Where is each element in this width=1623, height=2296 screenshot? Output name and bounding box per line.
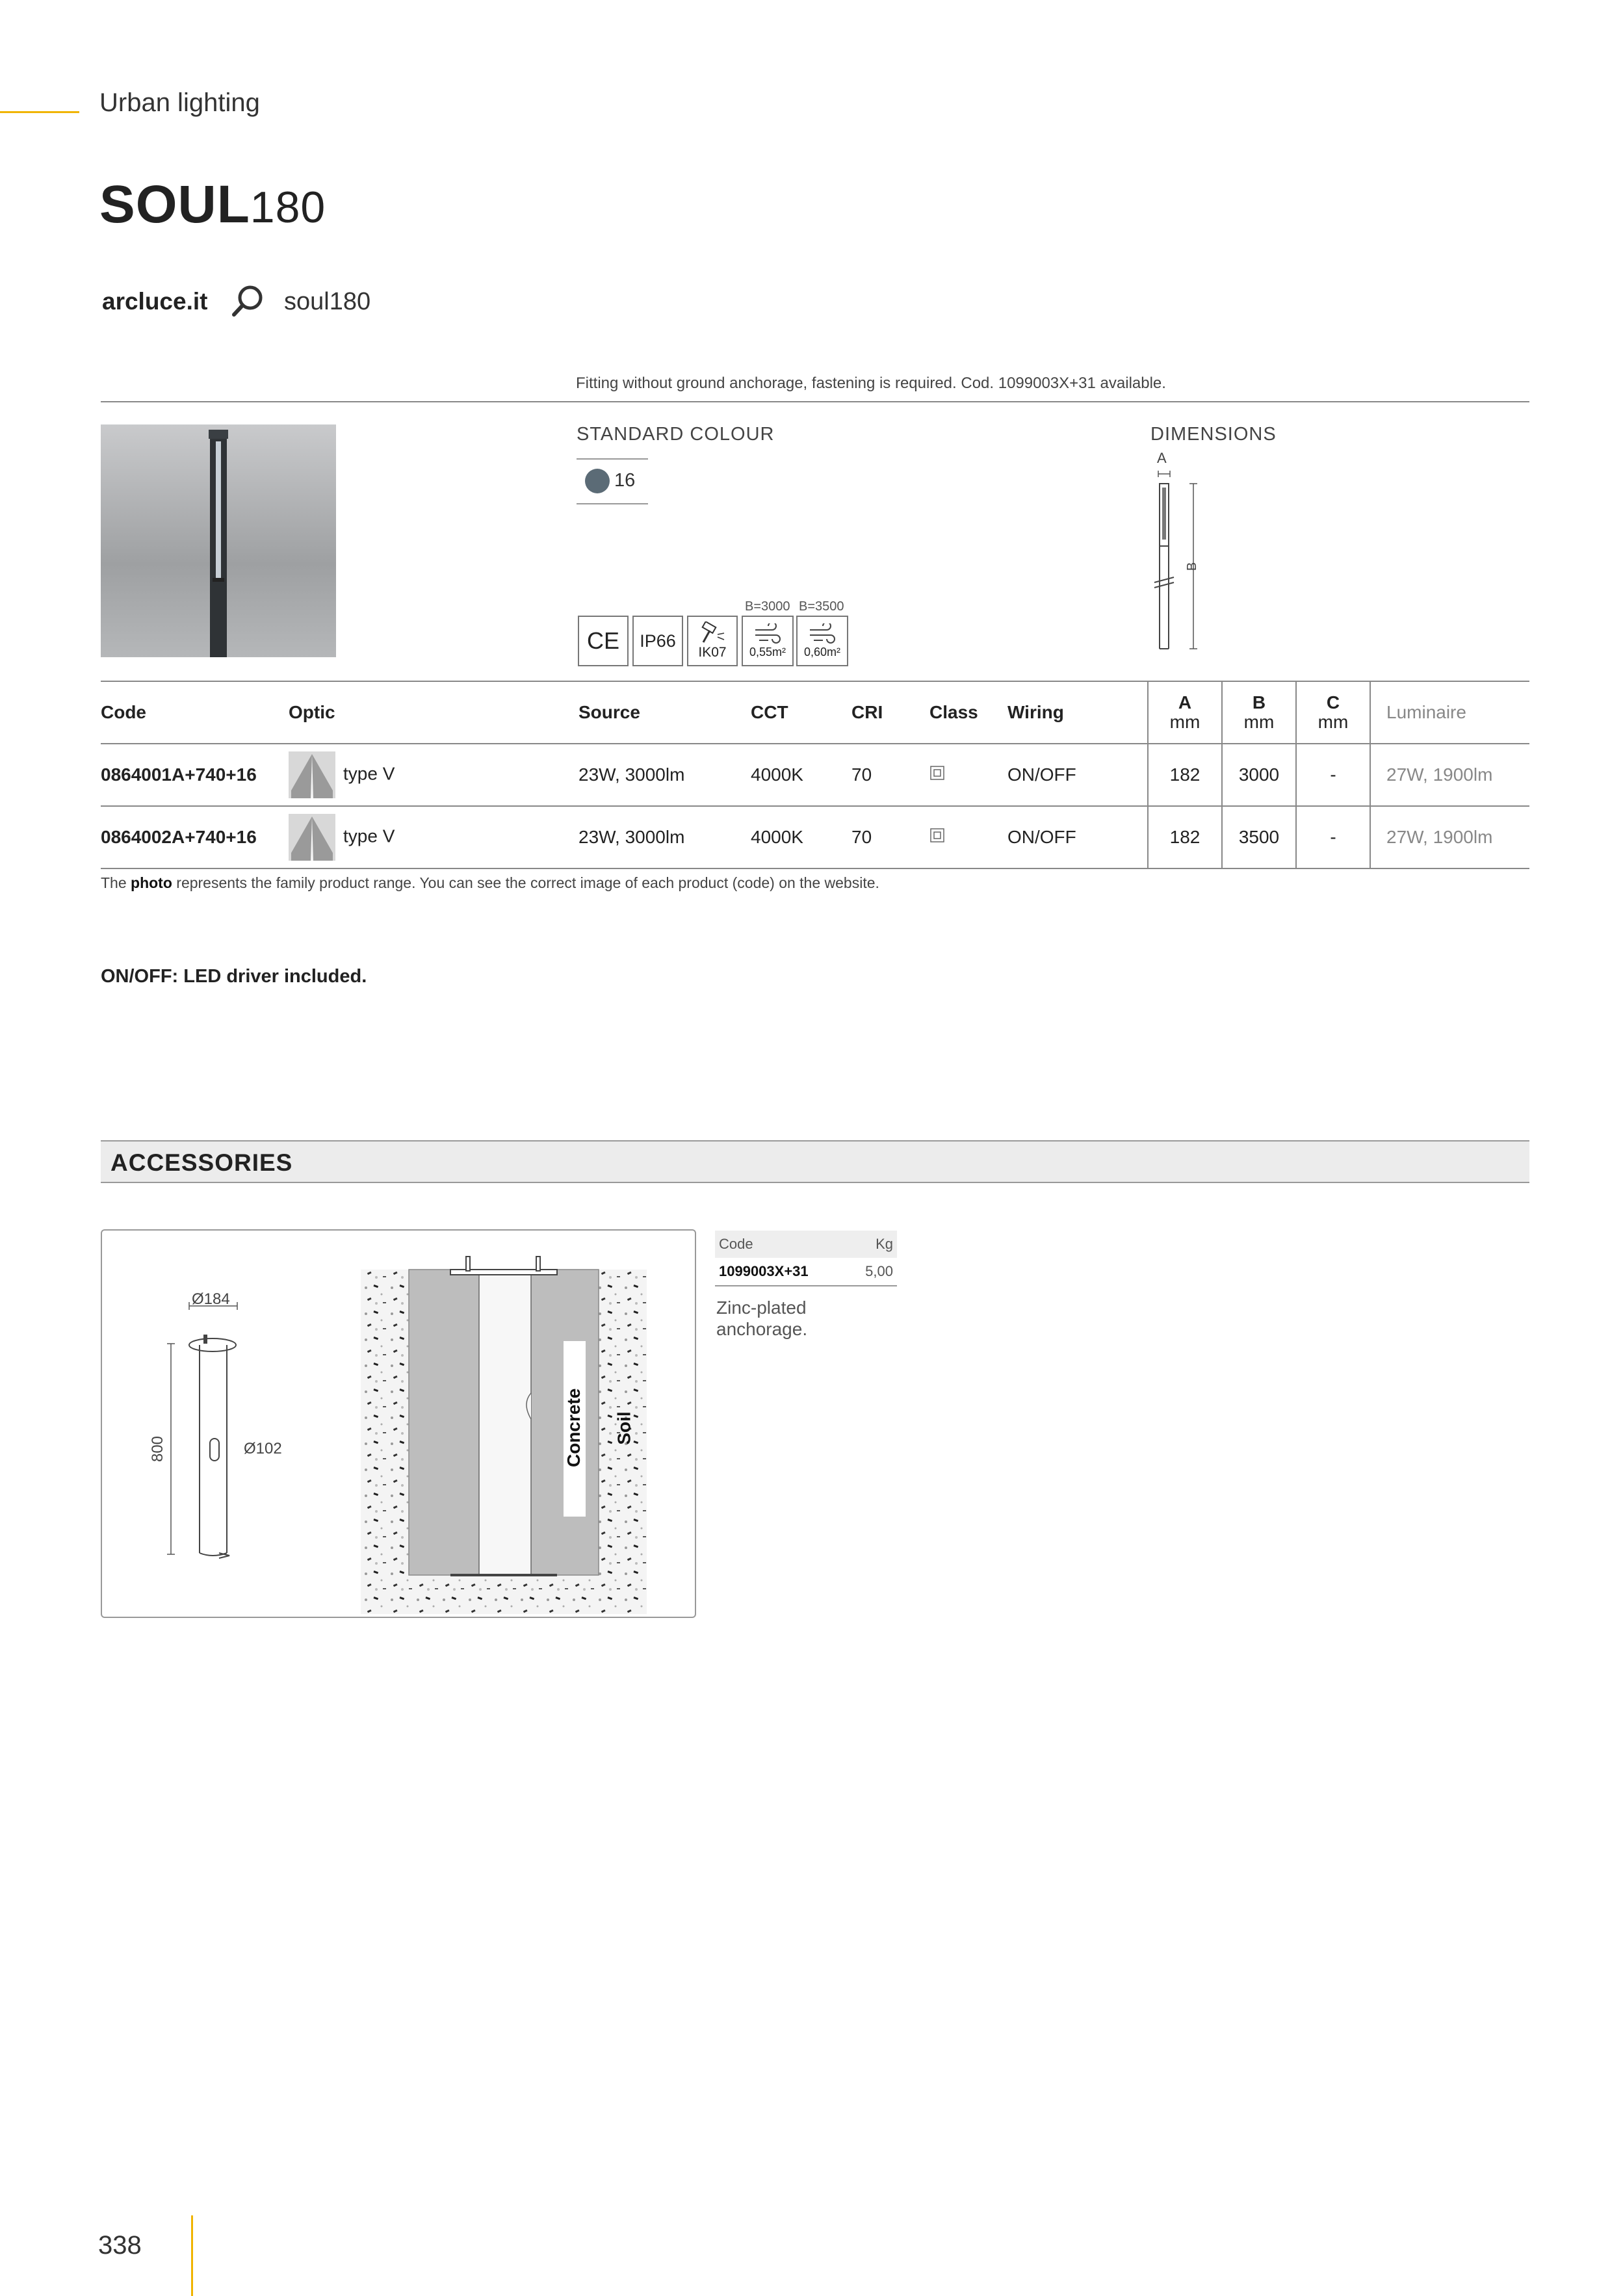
product-photo [101,424,336,657]
dimensions-label: DIMENSIONS [1150,424,1277,445]
search-icon [229,283,265,320]
col-source: Source [578,681,751,744]
fitting-note: Fitting without ground anchorage, fastening is required. Cod. 1099003X+31 available. [576,374,1166,392]
ik-rating-label: IK07 [698,645,727,660]
row-source: 23W, 3000lm [578,744,751,806]
accessory-drawing-box [101,1229,696,1618]
row-cct: 4000K [751,806,851,868]
photo-note [101,874,879,892]
row-a: 182 [1148,744,1222,806]
ik-rating-badge [687,616,738,666]
wind-area-value-1: 0,55m² [749,645,786,659]
row-c: - [1296,806,1370,868]
col-wiring: Wiring [1007,681,1148,744]
dimension-a-label: A [1157,450,1167,466]
colour-code: 16 [614,470,636,491]
ce-mark: CE [578,616,629,666]
hammer-icon [698,621,727,645]
table-row [715,1258,897,1286]
footer-accent-line [191,2215,193,2296]
col-b [1222,681,1296,744]
product-title-bold: SOUL [99,175,250,234]
colour-divider-top [577,458,648,460]
col-class: Class [929,681,1007,744]
row-cri: 70 [851,744,929,806]
wind-label-1: B=3000 [745,599,790,614]
col-b-label: B [1252,692,1266,712]
row-optic [289,744,578,806]
search-term: soul180 [284,288,371,315]
standard-colour-label: STANDARD COLOUR [577,424,775,445]
dimensions-drawing [1145,450,1223,658]
anchorage-drawing [102,1231,695,1617]
optic-type-v-icon [289,814,335,861]
wind-area-badge-1 [742,616,794,666]
row-code[interactable]: 0864002A+740+16 [101,806,289,868]
col-cri: CRI [851,681,929,744]
product-title [99,174,326,235]
ip-rating-badge: IP66 [632,616,683,666]
onoff-note: ON/OFF: LED driver included. [101,966,367,987]
accessory-table-header [715,1231,897,1258]
row-source: 23W, 3000lm [578,806,751,868]
table-header-row [101,681,1529,744]
col-c [1296,681,1370,744]
photo-note-bold: photo [131,874,172,891]
wind-area-value-2: 0,60m² [803,645,841,659]
row-wiring: ON/OFF [1007,744,1148,806]
table-row [101,806,1529,868]
row-c: - [1296,744,1370,806]
height-label: 800 [149,1435,167,1463]
dimension-b-label: B [1185,562,1200,571]
row-b: 3000 [1222,744,1296,806]
class-ii-icon [929,765,945,781]
row-cri: 70 [851,806,929,868]
row-luminaire: 27W, 1900lm [1370,744,1529,806]
accessory-table [715,1231,897,1286]
category-title: Urban lighting [99,88,260,117]
product-title-number: 180 [250,183,326,232]
row-optic-label: type V [343,763,395,784]
wind-area-badge-2 [796,616,848,666]
header-accent-line [0,111,79,113]
website-link[interactable]: arcluce.it [102,288,208,315]
acc-col-code: Code [715,1231,848,1258]
soil-label: Soil [614,1411,634,1445]
row-optic-label: type V [343,826,395,846]
colour-swatch [585,469,610,493]
wind-icon [753,623,783,646]
product-spec-table [101,681,1529,869]
row-code[interactable]: 0864001A+740+16 [101,744,289,806]
row-luminaire: 27W, 1900lm [1370,806,1529,868]
page-number: 338 [98,2231,142,2260]
optic-type-v-icon [289,751,335,798]
col-a-unit: mm [1169,712,1201,732]
wind-icon [807,623,837,646]
acc-code[interactable]: 1099003X+31 [715,1258,848,1286]
photo-note-pre: The [101,874,131,891]
wind-label-2: B=3500 [799,599,844,614]
row-b: 3500 [1222,806,1296,868]
diameter-hole-label: Ø102 [244,1440,282,1457]
colour-divider-bottom [577,503,648,504]
table-row [101,744,1529,806]
row-wiring: ON/OFF [1007,806,1148,868]
col-c-unit: mm [1318,712,1349,732]
top-divider [101,401,1529,402]
row-cct: 4000K [751,744,851,806]
accessories-header-bar [101,1140,1529,1183]
col-code: Code [101,681,289,744]
accessory-description: Zinc-plated anchorage. [716,1298,808,1339]
concrete-label: Concrete [564,1388,584,1467]
col-a [1148,681,1222,744]
acc-col-kg: Kg [848,1231,897,1258]
col-luminaire: Luminaire [1370,681,1529,744]
col-cct: CCT [751,681,851,744]
col-c-label: C [1326,692,1340,712]
row-a: 182 [1148,806,1222,868]
photo-note-post: represents the family product range. You can see the correct image of each product (code) on the website. [172,874,879,891]
col-a-label: A [1178,692,1192,712]
acc-kg: 5,00 [848,1258,897,1286]
accessories-title: ACCESSORIES [110,1149,293,1176]
row-optic [289,806,578,868]
row-class [929,806,1007,868]
col-optic: Optic [289,681,578,744]
diameter-top-label: Ø184 [192,1290,230,1308]
class-ii-icon [929,828,945,843]
row-class [929,744,1007,806]
col-b-unit: mm [1243,712,1275,732]
